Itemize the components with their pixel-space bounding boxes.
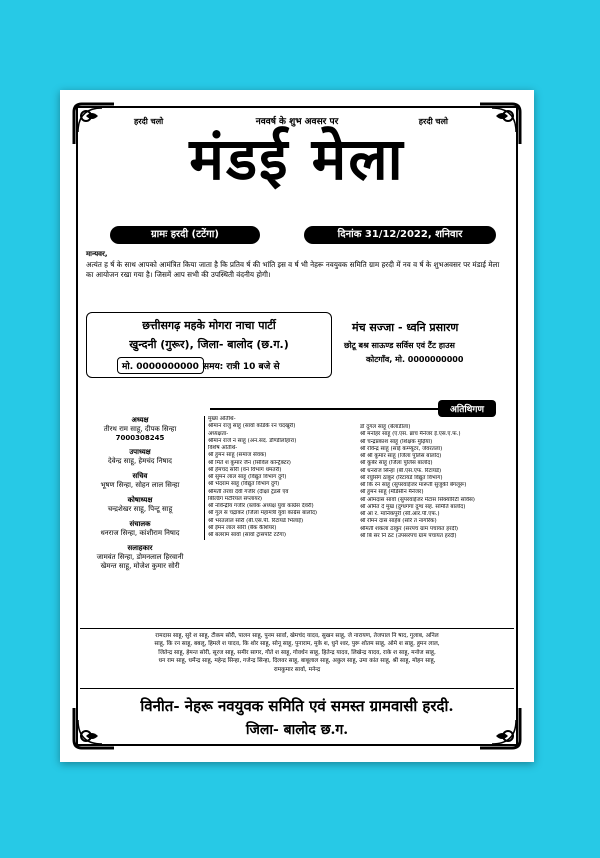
footer-district: जिला- बालोद छ.ग.	[245, 722, 349, 738]
list-item: श्री श्री कुमार साहू (जिला पुलिस बालोद)	[360, 453, 442, 460]
committee-role: संचालक	[129, 520, 151, 528]
guests-list-middle	[204, 416, 362, 540]
list-item: मुख्य अतिथि-	[208, 416, 236, 422]
members-list	[86, 632, 508, 674]
committee-role: सलाहकार	[127, 544, 153, 552]
village-banner: ग्रामः हरदी (टटेंगा)	[110, 226, 260, 244]
list-item: श्रीमती तरवा देवी गंजीर (दीक्षा ट्रेडर्स एवं	[208, 488, 289, 495]
list-item: श्री ओमदास सार्वा (सुपरवाईजर मेटास सिक्योरिटी सर्विस)	[360, 496, 475, 503]
divider	[80, 628, 514, 629]
list-item: रामकुमार सार्वा, मनेन्द्र	[273, 666, 321, 673]
divider	[210, 408, 438, 410]
guests-list-right	[360, 424, 516, 540]
list-item: श्री हुमन साहू (समाज सेवक)	[208, 452, 267, 459]
list-item: श्री अमित दे मुख (दुग्धगंगा दुग्ध सह. समिति बालोद)	[360, 503, 466, 510]
date-banner: दिनांक 31/12/2022, शनिवार	[304, 226, 496, 244]
invitation-body: अत्यंत ह र्ष के साथ आपको आमंत्रित किया जाता है कि प्रतिव र्ष की भांति इस व र्ष भी नेहरू नवयुवक समिति ग्राम हरदी में नव व र्ष के शुभअवसर पर मंडाई मेला का आयोजन रखा गया है। जिसमें आप सभी की उपस्थिती वंदनीय होगी।	[86, 260, 500, 280]
guests-heading: अतिथिगण	[438, 400, 496, 417]
footer-sender: विनीत- नेहरू नवयुवक समिति एवं समस्त ग्रामवासी हरदी.	[140, 697, 454, 715]
committee-names: तीरथ राम साहू, दीपक सिन्हा	[103, 425, 177, 433]
divider	[80, 688, 514, 689]
list-item: श्री मनोहर साहू (ए.एस. ब्रांच मैनेजर ई.एस.ए.फ.)	[360, 431, 461, 438]
list-item: श्री मिते श कुमार जैन (सिविल कॉन्ट्रैक्टर)	[208, 459, 291, 466]
party-place: खुन्दनी (गुरूर), जिला- बालोद (छ.ग.)	[129, 338, 289, 351]
list-item: श्री आ र. मानिकपुरी (सी.आर.पी.एफ.)	[360, 511, 440, 518]
list-item: श्रीमती शकला ठाकुर (सरपंच ग्राम पंचायत हरदी)	[360, 525, 459, 532]
party-phone: मो. 0000000000	[117, 357, 204, 374]
list-item: डॉ दुगल साहू (बेलाडीला)	[360, 424, 411, 430]
program-box	[86, 312, 332, 378]
list-item: श्री कुबेर साहू (जिला पुलिस बालोद)	[360, 460, 433, 467]
committee-names: खेमन्त साहू, मोजेश कुमार सोरी	[100, 562, 180, 570]
stage-location: कोटगाँव, मो. 0000000000	[366, 355, 464, 364]
list-item: बिल्डिंग मटेरियल सप्लायर)	[208, 495, 263, 502]
list-item: विशेष अतिथि-	[208, 445, 238, 452]
invitation-card	[60, 90, 534, 762]
list-item: श्रीमान राजु साहू (सार्वा कंडिके रन चंदखुरी)	[208, 423, 296, 430]
list-item: श्री गुल स चंद्राकर (जिला महामंत्री युवा कांग्रेस बालोद)	[208, 510, 318, 517]
list-item: श्री धनराज सिन्हा (बी.एस.एफ. रिटायर्ड)	[360, 467, 442, 474]
right-tag: हरदी चलो	[418, 117, 448, 126]
list-item: श्री रघुसिंग ठाकुर (रिटायर्ड विद्युत विभाग)	[360, 474, 443, 481]
committee-phone: 7000308245	[115, 434, 165, 442]
list-item: श्री बि सर नि ठट (उपसरपंच ग्राम पंचायत हरदी)	[360, 532, 457, 539]
committee-names: जामवंत सिन्हा, डोमनलाल हिरवानी	[96, 553, 184, 561]
list-item: धन राम साहू, धर्मेन्द्र साहू, महेन्द्र सिन्हा, गजेन्द्र सिन्हा, दिलवर साहू, बाबूलाल साहू, अकुल साहू, उमा कांत साहू, श्री साहू, मोहन साहू,	[158, 658, 436, 665]
list-item: श्री सुमन लाल साहू (विद्युत विभाग दुर्ग)	[208, 474, 287, 481]
list-item: श्री ईमन लाल सोरी (बैंक कैशियर)	[208, 524, 277, 531]
committee-role: सचिव	[132, 472, 148, 480]
committee-names: धनराज सिन्हा, कांशीराम निषाद	[100, 529, 180, 537]
event-time: समय: रात्री 10 बजे से	[203, 362, 280, 372]
list-item: अध्यक्षता-	[208, 430, 229, 437]
list-item: श्रीमान राजे न साहू (अन.सद. डौण्डीलोहारा)	[208, 437, 297, 444]
committee-column	[80, 416, 200, 571]
list-item: श्री नोवेन्द्रीय गंजीर (ब्लॉक अध्यक्ष युवा कांग्रेस देवरी)	[208, 503, 314, 510]
committee-role: अध्यक्ष	[131, 416, 149, 424]
list-item: श्री कि रन साहू (सुपरवाईजर मारूती सुजुकी बेंगलूरू)	[360, 482, 467, 489]
committee-names: भूषण सिन्हा, सोहन लाल सिन्हा	[100, 481, 180, 489]
list-item: श्री बलराम सार्वा (सार्वा ट्रांसपोर्ट टटेंगा)	[208, 532, 287, 539]
list-item: साहू, कि रन साहू, बबलू, हिमले श यादव, कि शोर साहू, सोनू साहू, पुनाराम, मुके श, धुने श्वर, पुरू शोतम साहू, ओमे श साहू, हुमन लाल,	[154, 641, 440, 648]
list-item: श्री हुमन साहू (मेडिसीन मैनेजर)	[360, 489, 424, 496]
committee-names: चन्द्रशेखर साहू, पिन्टू साहू	[107, 505, 173, 513]
party-name: छत्तीसगढ़ महके मोगरा नाचा पार्टी	[142, 319, 276, 332]
left-tag: हरदी चलो	[134, 117, 164, 126]
page-title: मंडई मेला	[189, 125, 405, 193]
committee-role: उपाध्यक्ष	[129, 448, 151, 456]
list-item: रामदास साहू, सुरे श साहू, टीकम सोरी, पालन साहू, पुनम सार्वा, खेमचंद यादव, सुखन साहू, जे नारायण, तेजपाल नि षाद, गुलाब, अनिल	[155, 633, 439, 639]
occasion-text: नववर्ष के शुभ अवसर पर	[255, 117, 339, 127]
stage-heading: मंच सज्जा - ध्वनि प्रसारण	[352, 321, 459, 334]
salutation: मान्यवर,	[86, 250, 108, 258]
stage-provider: छोटू बश्र साऊण्ड सर्विस एवं टैंट हाउस	[344, 341, 455, 350]
list-item: श्री रविन्द्र साहू (साई कम्प्यूटर, जेवरतला)	[360, 445, 443, 452]
list-item: श्री हेमचंद सोरी (वन विभाग धमतरी)	[208, 466, 282, 473]
list-item: श्री चन्द्रप्रकाश साहू (शिक्षक मुढ़िया)	[360, 438, 433, 445]
committee-names: देवेन्द्र साहू, हेमचंद निषाद	[108, 457, 172, 465]
list-item: श्री भेदराम साहू (विद्युत विभाग दुर्ग)	[208, 481, 280, 488]
list-item: श्री रोमन दास साहेब (सरि त नागरिक)	[360, 518, 437, 525]
committee-role: कोषाध्यक्ष	[127, 496, 153, 504]
list-item: जितेन्द्र साहू, हेमन्त सोरी, सूरज साहू, समीर सागर, गौते श साहू, गोवर्धन साहू, हितेन्द्र यादव, लिखेन्द्र यादव, राके श साहू, मनोज साहू,	[158, 649, 436, 656]
list-item: श्री भरतलाल सोरी (बी.एस.पी. रिटायर्ड भिलाई)	[208, 517, 304, 524]
